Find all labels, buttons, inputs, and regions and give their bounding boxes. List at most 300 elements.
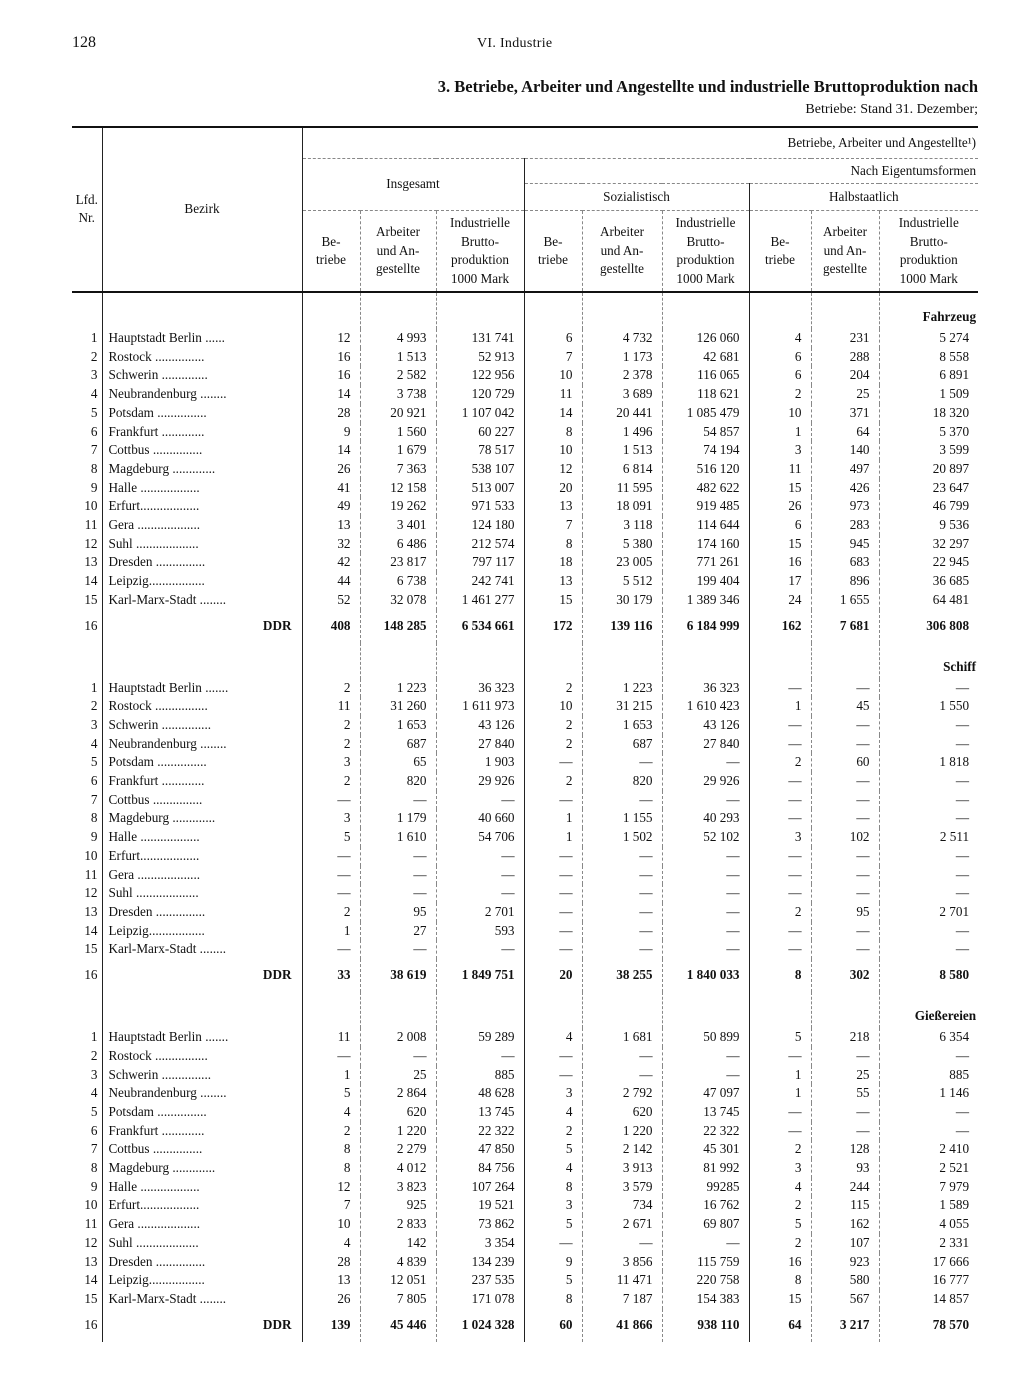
table-total-row xyxy=(72,1309,978,1342)
value-cell: 20 xyxy=(524,959,582,992)
bezirk-name: Schwerin ............... xyxy=(102,716,302,735)
table-row xyxy=(72,1253,978,1272)
value-cell: 6 xyxy=(524,329,582,348)
value-cell: 64 481 xyxy=(932,591,970,607)
value-cell: 1 xyxy=(749,423,811,442)
header-arbeiter-2: Arbeiter und An- gestellte xyxy=(600,224,644,277)
table-row xyxy=(72,460,978,479)
row-number: 4 xyxy=(72,1084,102,1103)
value-cell: 1 024 328 xyxy=(436,1309,524,1342)
value-cell: 24 xyxy=(749,591,811,610)
row-number: 5 xyxy=(72,404,102,423)
bezirk-name: DDR xyxy=(102,610,302,643)
value-cell: — xyxy=(582,847,662,866)
row-number: 14 xyxy=(72,1271,102,1290)
value-cell: 1 840 033 xyxy=(662,959,749,992)
bezirk-name: Potsdam ............... xyxy=(102,1103,302,1122)
table-row xyxy=(72,535,978,554)
value-cell: — xyxy=(436,847,524,866)
table-row xyxy=(72,903,978,922)
value-cell: 1 610 xyxy=(360,828,436,847)
value-cell: — xyxy=(360,1047,436,1066)
value-cell: 43 126 xyxy=(662,716,749,735)
row-number: 10 xyxy=(72,847,102,866)
row-number: 11 xyxy=(72,516,102,535)
value-cell: — xyxy=(955,773,970,789)
value-cell: 22 322 xyxy=(436,1122,524,1141)
value-cell: 5 xyxy=(524,1271,582,1290)
value-cell: — xyxy=(302,884,360,903)
value-cell: — xyxy=(436,884,524,903)
value-cell: 2 582 xyxy=(360,366,436,385)
value-cell: 20 897 xyxy=(932,460,970,476)
value-cell: 1 223 xyxy=(360,679,436,698)
value-cell: 218 xyxy=(811,1028,879,1047)
value-cell: 820 xyxy=(360,772,436,791)
header-produktion-1: Industrielle Brutto- produktion 1000 Mark xyxy=(449,215,511,286)
value-cell: 14 857 xyxy=(932,1290,970,1306)
row-number: 5 xyxy=(72,753,102,772)
value-cell: 3 xyxy=(524,1196,582,1215)
value-cell: 11 xyxy=(302,1028,360,1047)
value-cell: 2 331 xyxy=(939,1234,970,1250)
section-header-row xyxy=(72,643,978,679)
table-row xyxy=(72,441,978,460)
value-cell: 4 055 xyxy=(939,1216,970,1232)
value-cell: 771 261 xyxy=(662,553,749,572)
row-number: 9 xyxy=(72,828,102,847)
value-cell: 5 xyxy=(749,1028,811,1047)
value-cell: 115 xyxy=(811,1196,879,1215)
value-cell: 29 926 xyxy=(662,772,749,791)
value-cell: — xyxy=(524,866,582,885)
value-cell: — xyxy=(749,679,811,698)
value-cell: 25 xyxy=(811,1066,879,1085)
value-cell: — xyxy=(436,940,524,959)
value-cell: 2 833 xyxy=(360,1215,436,1234)
value-cell: 7 xyxy=(524,348,582,367)
bezirk-name: Neubrandenburg ........ xyxy=(102,735,302,754)
value-cell: 17 xyxy=(749,572,811,591)
value-cell: 1 550 xyxy=(939,698,970,714)
table-row xyxy=(72,847,978,866)
value-cell: 199 404 xyxy=(662,572,749,591)
value-cell: 3 xyxy=(302,809,360,828)
value-cell: 1 389 346 xyxy=(662,591,749,610)
value-cell: 8 580 xyxy=(939,967,970,983)
value-cell: 9 xyxy=(302,423,360,442)
row-number: 2 xyxy=(72,697,102,716)
row-number: 2 xyxy=(72,1047,102,1066)
value-cell: 212 574 xyxy=(436,535,524,554)
value-cell: 1 653 xyxy=(360,716,436,735)
bezirk-name: Halle .................. xyxy=(102,1178,302,1197)
value-cell: 237 535 xyxy=(436,1271,524,1290)
value-cell: 3 823 xyxy=(360,1178,436,1197)
value-cell: — xyxy=(582,884,662,903)
table-row xyxy=(72,423,978,442)
table-row xyxy=(72,366,978,385)
value-cell: 3 xyxy=(749,1159,811,1178)
table-row xyxy=(72,1271,978,1290)
value-cell: 3 599 xyxy=(939,442,970,458)
value-cell: 3 118 xyxy=(582,516,662,535)
value-cell: — xyxy=(524,1047,582,1066)
value-cell: 283 xyxy=(811,516,879,535)
value-cell: 13 xyxy=(302,1271,360,1290)
value-cell: 6 891 xyxy=(939,367,970,383)
value-cell: 38 619 xyxy=(360,959,436,992)
table-row xyxy=(72,753,978,772)
value-cell: 1 xyxy=(302,922,360,941)
value-cell: — xyxy=(662,791,749,810)
table-row xyxy=(72,1084,978,1103)
value-cell: — xyxy=(582,903,662,922)
value-cell: — xyxy=(749,847,811,866)
value-cell: — xyxy=(662,753,749,772)
value-cell: 16 xyxy=(749,1253,811,1272)
value-cell: — xyxy=(811,735,879,754)
value-cell: 1 xyxy=(524,809,582,828)
value-cell: 5 xyxy=(524,1140,582,1159)
value-cell: — xyxy=(955,735,970,751)
value-cell: 3 xyxy=(749,441,811,460)
value-cell: — xyxy=(582,1234,662,1253)
value-cell: 687 xyxy=(360,735,436,754)
value-cell: 40 293 xyxy=(662,809,749,828)
value-cell: — xyxy=(955,791,970,807)
value-cell: 7 187 xyxy=(582,1290,662,1309)
row-number: 2 xyxy=(72,348,102,367)
table-row xyxy=(72,809,978,828)
value-cell: 8 xyxy=(524,535,582,554)
table-total-row xyxy=(72,610,978,643)
value-cell: — xyxy=(662,922,749,941)
value-cell: 4 732 xyxy=(582,329,662,348)
value-cell: — xyxy=(955,716,970,732)
table-row xyxy=(72,735,978,754)
value-cell: 4 993 xyxy=(360,329,436,348)
value-cell: 16 xyxy=(749,553,811,572)
value-cell: 516 120 xyxy=(662,460,749,479)
value-cell: 7 xyxy=(524,516,582,535)
table-row xyxy=(72,1215,978,1234)
value-cell: 174 160 xyxy=(662,535,749,554)
value-cell: 40 660 xyxy=(436,809,524,828)
value-cell: 2 701 xyxy=(436,903,524,922)
value-cell: 408 xyxy=(302,610,360,643)
row-number: 1 xyxy=(72,679,102,698)
value-cell: 52 102 xyxy=(662,828,749,847)
bezirk-name: Erfurt.................. xyxy=(102,1196,302,1215)
value-cell: 19 521 xyxy=(436,1196,524,1215)
table-row xyxy=(72,1234,978,1253)
value-cell: 139 xyxy=(302,1309,360,1342)
value-cell: 620 xyxy=(582,1103,662,1122)
value-cell: 538 107 xyxy=(436,460,524,479)
row-number: 1 xyxy=(72,329,102,348)
value-cell: — xyxy=(955,810,970,826)
value-cell: 4 xyxy=(302,1103,360,1122)
value-cell: — xyxy=(749,809,811,828)
value-cell: 30 179 xyxy=(582,591,662,610)
value-cell: 13 xyxy=(302,516,360,535)
value-cell: 2 864 xyxy=(360,1084,436,1103)
value-cell: 497 xyxy=(811,460,879,479)
value-cell: 1 107 042 xyxy=(436,404,524,423)
value-cell: — xyxy=(749,716,811,735)
value-cell: 5 xyxy=(302,1084,360,1103)
value-cell: — xyxy=(811,847,879,866)
value-cell: 95 xyxy=(811,903,879,922)
value-cell: 2 008 xyxy=(360,1028,436,1047)
value-cell: 2 xyxy=(524,716,582,735)
value-cell: 36 323 xyxy=(662,679,749,698)
value-cell: 6 xyxy=(749,366,811,385)
bezirk-name: Dresden ............... xyxy=(102,903,302,922)
value-cell: 5 380 xyxy=(582,535,662,554)
value-cell: — xyxy=(662,1234,749,1253)
value-cell: 1 681 xyxy=(582,1028,662,1047)
value-cell: 6 486 xyxy=(360,535,436,554)
section-title: Fahrzeug xyxy=(922,309,977,325)
row-number: 16 xyxy=(72,1309,102,1342)
table-row xyxy=(72,1159,978,1178)
value-cell: 172 xyxy=(524,610,582,643)
value-cell: 10 xyxy=(524,697,582,716)
value-cell: 78 517 xyxy=(436,441,524,460)
header-arbeiter-3: Arbeiter und An- gestellte xyxy=(823,224,867,277)
bezirk-name: Leipzig................. xyxy=(102,572,302,591)
value-cell: 131 741 xyxy=(436,329,524,348)
value-cell: 6 738 xyxy=(360,572,436,591)
value-cell: — xyxy=(811,1047,879,1066)
value-cell: — xyxy=(749,922,811,941)
value-cell: 1 560 xyxy=(360,423,436,442)
value-cell: — xyxy=(582,1066,662,1085)
value-cell: 16 xyxy=(302,348,360,367)
value-cell: 60 xyxy=(811,753,879,772)
value-cell: 45 446 xyxy=(360,1309,436,1342)
value-cell: 43 126 xyxy=(436,716,524,735)
value-cell: 7 xyxy=(302,1196,360,1215)
value-cell: 20 441 xyxy=(582,404,662,423)
value-cell: 107 264 xyxy=(436,1178,524,1197)
value-cell: 50 899 xyxy=(662,1028,749,1047)
value-cell: 2 xyxy=(302,735,360,754)
value-cell: 513 007 xyxy=(436,479,524,498)
row-number: 7 xyxy=(72,1140,102,1159)
value-cell: 3 738 xyxy=(360,385,436,404)
bezirk-name: Erfurt.................. xyxy=(102,847,302,866)
value-cell: 6 354 xyxy=(939,1029,970,1045)
value-cell: 84 756 xyxy=(436,1159,524,1178)
value-cell: 8 xyxy=(749,959,811,992)
value-cell: 13 xyxy=(524,572,582,591)
value-cell: 49 xyxy=(302,497,360,516)
value-cell: — xyxy=(360,866,436,885)
section-title: Gießereien xyxy=(914,1008,977,1024)
row-number: 13 xyxy=(72,1253,102,1272)
value-cell: 28 xyxy=(302,404,360,423)
row-number: 13 xyxy=(72,903,102,922)
table-title: 3. Betriebe, Arbeiter und Angestellte und industrielle Bruttoproduktion nach xyxy=(437,77,978,96)
value-cell: 116 065 xyxy=(662,366,749,385)
value-cell: 1 173 xyxy=(582,348,662,367)
value-cell: 2 521 xyxy=(939,1160,970,1176)
bezirk-name: Hauptstadt Berlin ....... xyxy=(102,1028,302,1047)
table-row xyxy=(72,679,978,698)
value-cell: 23 817 xyxy=(360,553,436,572)
value-cell: 102 xyxy=(811,828,879,847)
table-row xyxy=(72,716,978,735)
value-cell: 162 xyxy=(811,1215,879,1234)
value-cell: 162 xyxy=(749,610,811,643)
bezirk-name: Schwerin .............. xyxy=(102,366,302,385)
value-cell: — xyxy=(582,753,662,772)
bezirk-name: Magdeburg ............. xyxy=(102,460,302,479)
row-number: 9 xyxy=(72,479,102,498)
value-cell: 27 840 xyxy=(436,735,524,754)
row-number: 11 xyxy=(72,1215,102,1234)
value-cell: 122 956 xyxy=(436,366,524,385)
value-cell: 306 808 xyxy=(926,617,970,633)
value-cell: 52 xyxy=(302,591,360,610)
row-number: 10 xyxy=(72,1196,102,1215)
value-cell: — xyxy=(955,1103,970,1119)
bezirk-name: Hauptstadt Berlin ....... xyxy=(102,679,302,698)
value-cell: 288 xyxy=(811,348,879,367)
value-cell: 18 091 xyxy=(582,497,662,516)
value-cell: 69 807 xyxy=(662,1215,749,1234)
row-number: 8 xyxy=(72,809,102,828)
value-cell: 1 220 xyxy=(582,1122,662,1141)
value-cell: 23 647 xyxy=(932,479,970,495)
value-cell: — xyxy=(955,885,970,901)
value-cell: 17 666 xyxy=(932,1253,970,1269)
bezirk-name: Dresden ............... xyxy=(102,553,302,572)
value-cell: 59 289 xyxy=(436,1028,524,1047)
value-cell: — xyxy=(955,1047,970,1063)
value-cell: — xyxy=(811,866,879,885)
value-cell: 41 xyxy=(302,479,360,498)
table-row xyxy=(72,866,978,885)
value-cell: 171 078 xyxy=(436,1290,524,1309)
value-cell: 5 512 xyxy=(582,572,662,591)
value-cell: 2 410 xyxy=(939,1141,970,1157)
value-cell: — xyxy=(302,1047,360,1066)
value-cell: 885 xyxy=(436,1066,524,1085)
value-cell: — xyxy=(955,922,970,938)
row-number: 7 xyxy=(72,441,102,460)
value-cell: 29 926 xyxy=(436,772,524,791)
value-cell: 1 155 xyxy=(582,809,662,828)
value-cell: 1 146 xyxy=(939,1085,970,1101)
value-cell: — xyxy=(749,735,811,754)
value-cell: 6 xyxy=(749,348,811,367)
row-number: 15 xyxy=(72,591,102,610)
header-top: Betriebe, Arbeiter und Angestellte¹) xyxy=(302,127,978,159)
value-cell: 2 xyxy=(524,735,582,754)
value-cell: 1 818 xyxy=(939,754,970,770)
table-row xyxy=(72,697,978,716)
value-cell: 12 158 xyxy=(360,479,436,498)
row-number: 8 xyxy=(72,460,102,479)
value-cell: 567 xyxy=(811,1290,879,1309)
bezirk-name: Schwerin ............... xyxy=(102,1066,302,1085)
value-cell: — xyxy=(811,1103,879,1122)
value-cell: 20 xyxy=(524,479,582,498)
value-cell: 580 xyxy=(811,1271,879,1290)
value-cell: — xyxy=(811,884,879,903)
bezirk-name: Suhl ................... xyxy=(102,884,302,903)
value-cell: 14 xyxy=(524,404,582,423)
value-cell: 31 260 xyxy=(360,697,436,716)
value-cell: 54 857 xyxy=(662,423,749,442)
value-cell: 36 323 xyxy=(436,679,524,698)
value-cell: — xyxy=(524,753,582,772)
value-cell: 3 354 xyxy=(436,1234,524,1253)
value-cell: 3 xyxy=(302,753,360,772)
value-cell: 2 142 xyxy=(582,1140,662,1159)
row-number: 3 xyxy=(72,366,102,385)
value-cell: 2 378 xyxy=(582,366,662,385)
value-cell: 27 xyxy=(360,922,436,941)
value-cell: — xyxy=(662,884,749,903)
value-cell: 2 xyxy=(302,1122,360,1141)
value-cell: — xyxy=(811,772,879,791)
value-cell: 220 758 xyxy=(662,1271,749,1290)
value-cell: — xyxy=(360,847,436,866)
value-cell: 1 xyxy=(749,697,811,716)
value-cell: 73 862 xyxy=(436,1215,524,1234)
value-cell: 107 xyxy=(811,1234,879,1253)
value-cell: 925 xyxy=(360,1196,436,1215)
value-cell: 54 706 xyxy=(436,828,524,847)
row-number: 16 xyxy=(72,959,102,992)
value-cell: 1 903 xyxy=(436,753,524,772)
row-number: 6 xyxy=(72,423,102,442)
bezirk-name: Cottbus ............... xyxy=(102,791,302,810)
value-cell: 2 701 xyxy=(939,903,970,919)
bezirk-name: Neubrandenburg ........ xyxy=(102,1084,302,1103)
value-cell: 64 xyxy=(749,1309,811,1342)
value-cell: 154 383 xyxy=(662,1290,749,1309)
value-cell: 42 681 xyxy=(662,348,749,367)
value-cell: 126 060 xyxy=(662,329,749,348)
value-cell: 13 745 xyxy=(662,1103,749,1122)
value-cell: — xyxy=(524,847,582,866)
header-betriebe-3: Be- triebe xyxy=(764,233,796,267)
value-cell: 31 215 xyxy=(582,697,662,716)
value-cell: 6 xyxy=(749,516,811,535)
value-cell: 26 xyxy=(749,497,811,516)
value-cell: 973 xyxy=(811,497,879,516)
value-cell: 8 xyxy=(524,1290,582,1309)
value-cell: 6 184 999 xyxy=(662,610,749,643)
value-cell: — xyxy=(436,866,524,885)
value-cell: — xyxy=(811,940,879,959)
value-cell: 3 xyxy=(749,828,811,847)
table-row xyxy=(72,1140,978,1159)
value-cell: — xyxy=(811,809,879,828)
value-cell: 32 078 xyxy=(360,591,436,610)
value-cell: 26 xyxy=(302,1290,360,1309)
value-cell: — xyxy=(436,791,524,810)
row-number: 12 xyxy=(72,1234,102,1253)
value-cell: 923 xyxy=(811,1253,879,1272)
value-cell: 128 xyxy=(811,1140,879,1159)
